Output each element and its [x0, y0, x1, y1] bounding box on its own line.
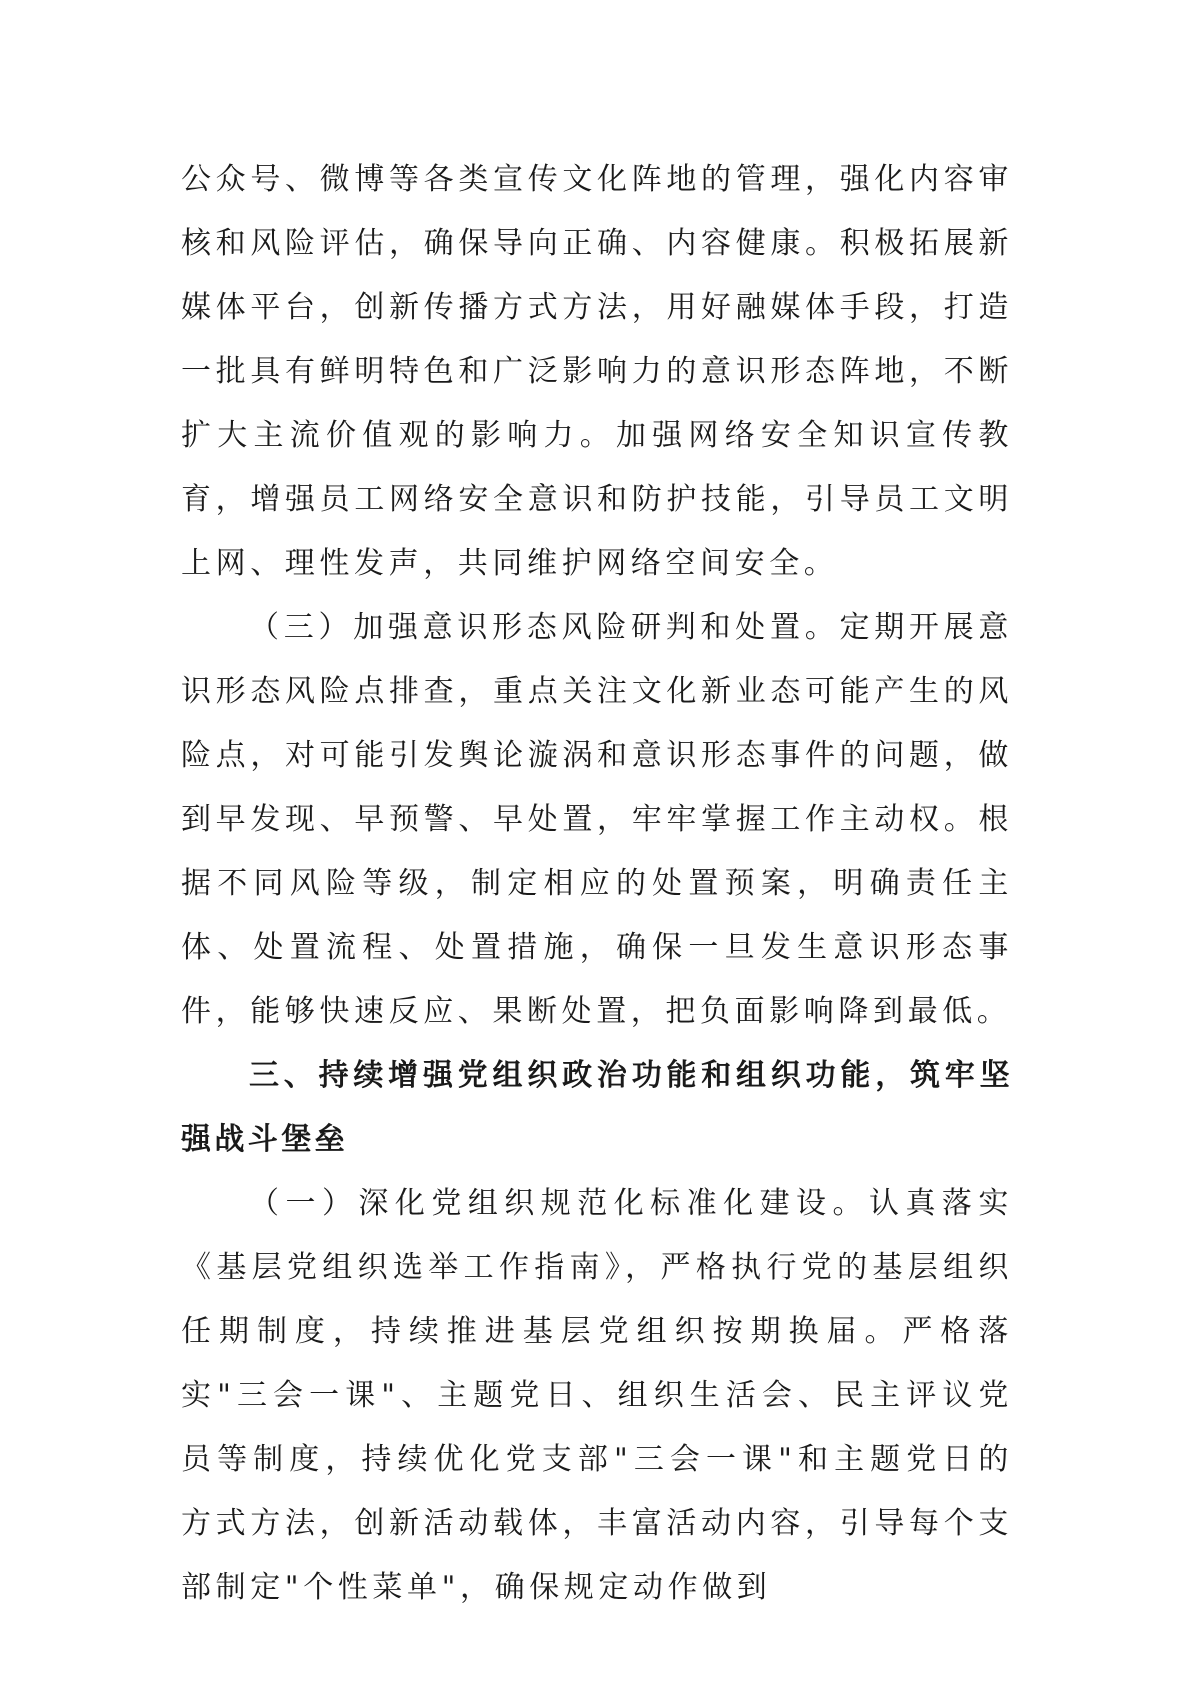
section-heading-3: 三、持续增强党组织政治功能和组织功能，筑牢坚强战斗堡垒	[181, 1058, 1013, 1157]
paragraph-risk-assessment: （三）加强意识形态风险研判和处置。定期开展意识形态风险点排查，重点关注文化新业态可能产生的风险点，对可能引发舆论漩涡和意识形态事件的问题，做到早发现、早预警、早处置，牢牢掌握工作主动权。根据不同风险等级，制定相应的处置预案，明确责任主体、处置流程、处置措施，确保一旦发生意识形态事件，能够快速反应、果断处置，把负面影响降到最低。	[181, 610, 1013, 1029]
paragraph-party-standardization: （一）深化党组织规范化标准化建设。认真落实《基层党组织选举工作指南》，严格执行党的基层组织任期制度，持续推进基层党组织按期换届。严格落实"三会一课"、主题党日、组织生活会、民主评议党员等制度，持续优化党支部"三会一课"和主题党日的方式方法，创新活动载体，丰富活动内容，引导每个支部制定"个性菜单"，确保规定动作做到	[181, 1186, 1013, 1605]
document-body	[181, 148, 1013, 1620]
paragraph-continuation: 公众号、微博等各类宣传文化阵地的管理，强化内容审核和风险评估，确保导向正确、内容健康。积极拓展新媒体平台，创新传播方式方法，用好融媒体手段，打造一批具有鲜明特色和广泛影响力的意识形态阵地，不断扩大主流价值观的影响力。加强网络安全知识宣传教育，增强员工网络安全意识和防护技能，引导员工文明上网、理性发声，共同维护网络空间安全。	[181, 162, 1013, 581]
